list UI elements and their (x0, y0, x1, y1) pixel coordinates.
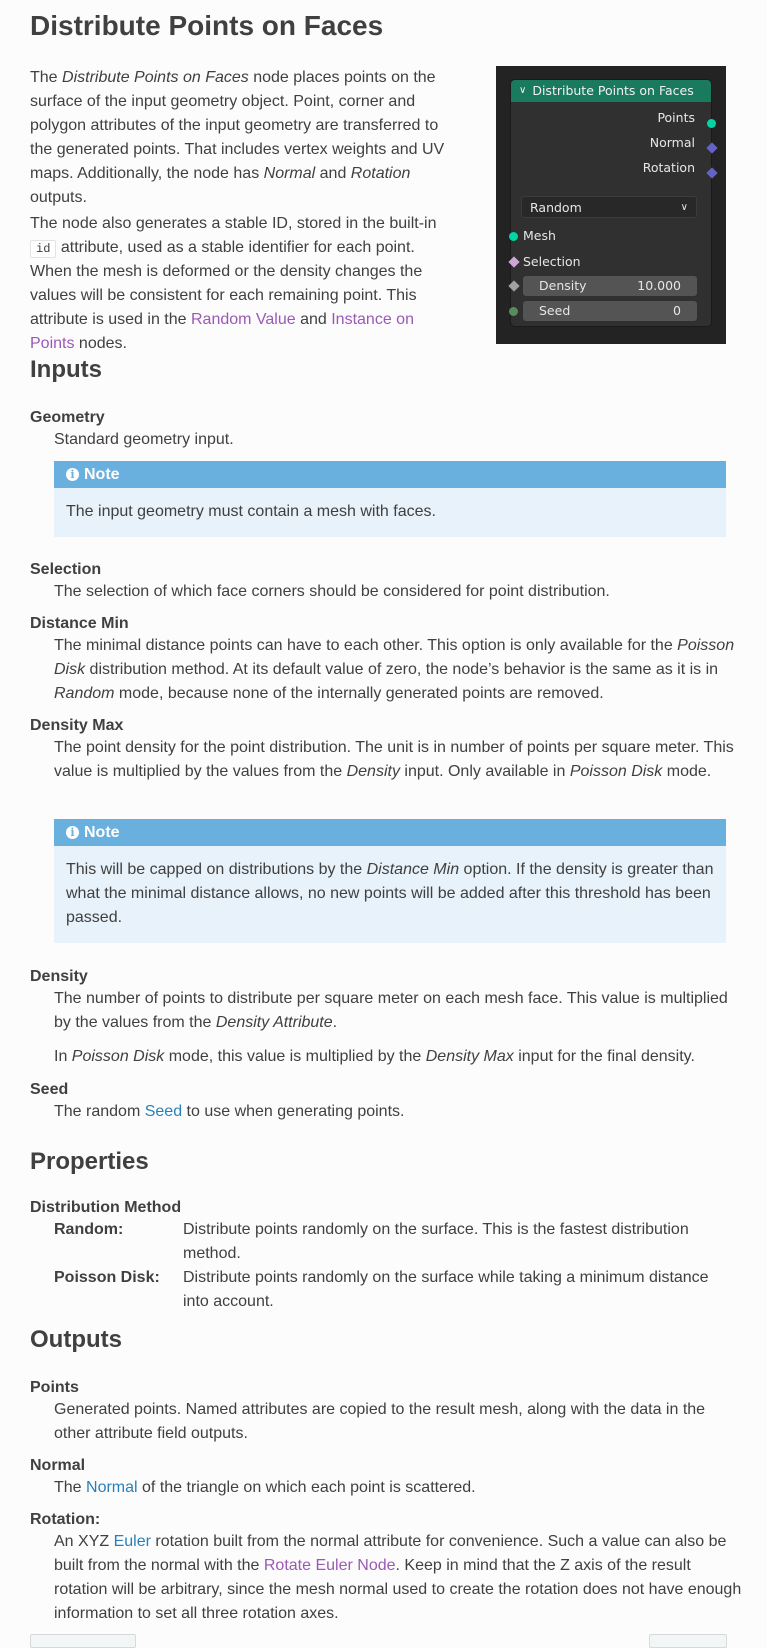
boolean-socket-icon (508, 256, 519, 267)
properties-heading: Properties (30, 1148, 149, 1175)
distribution-mode-dropdown[interactable]: Random ∨ (521, 196, 697, 218)
option-desc-poisson-disk: Distribute points randomly on the surface while taking a minimum distance into account. (183, 1269, 709, 1310)
node-box (511, 80, 711, 326)
term-seed: Seed (30, 1081, 69, 1098)
euler-link[interactable]: Euler (113, 1533, 151, 1550)
previous-button[interactable] (30, 1634, 136, 1648)
float-socket-icon (508, 280, 519, 291)
desc-geometry: Standard geometry input. (54, 431, 234, 448)
term-distance-min: Distance Min (30, 615, 129, 632)
note-body: The input geometry must contain a mesh with faces. (66, 503, 436, 520)
term-normal: Normal (30, 1457, 86, 1474)
intro-paragraph-1: The Distribute Points on Faces node places points on the surface of the input geometry object. Point, corner and polygon attributes of the input geometry are transferred to the generated points. That includes vertex weights and UV maps. Additionally, the node has Normal and Rotation outputs. (30, 69, 445, 206)
instance-on-points-link[interactable]: Instance on Points (30, 311, 414, 352)
option-desc-random: Distribute points randomly on the surface. This is the fastest distribution method. (183, 1221, 689, 1262)
normal-link[interactable]: Normal (86, 1479, 138, 1496)
outputs-heading: Outputs (30, 1326, 122, 1353)
term-rotation: Rotation: (30, 1511, 101, 1528)
term-selection: Selection (30, 561, 102, 578)
vector-socket-icon (706, 142, 717, 153)
input-mesh: Mesh (523, 228, 556, 243)
output-points: Points (657, 110, 695, 125)
vector-socket-icon (706, 167, 717, 178)
desc-normal: The Normal of the triangle on which each point is scattered. (54, 1479, 476, 1496)
output-normal: Normal (649, 135, 695, 150)
rotate-euler-node-link[interactable]: Rotate Euler Node (263, 1557, 396, 1574)
desc-distance-min: The minimal distance points can have to each other. This option is only available for the Poisson Disk distribution method. At its default value of zero, the node’s behavior is the same as it is in Random mode, because none of the internally generated points are removed. (54, 637, 735, 702)
seed-link[interactable]: Seed (144, 1103, 183, 1120)
note-box (54, 461, 726, 537)
chevron-down-icon: ∨ (680, 202, 688, 213)
option-label-poisson-disk: Poisson Disk: (54, 1269, 160, 1286)
chevron-down-icon: ∨ (519, 85, 527, 96)
desc-density-max: The point density for the point distribution. The unit is in number of points per square meter. This value is multiplied by the values from the Density input. Only available in Poisson Disk mode. (54, 739, 734, 780)
desc-selection: The selection of which face corners should be considered for point distribution. (54, 583, 610, 600)
output-rotation: Rotation (642, 160, 695, 175)
random-value-link[interactable]: Random Value (190, 311, 296, 328)
next-button[interactable] (649, 1634, 727, 1648)
integer-socket-icon (509, 307, 518, 316)
node-image (496, 66, 726, 344)
note-box (54, 819, 726, 943)
info-icon: i (66, 826, 79, 839)
geometry-socket-icon (509, 232, 518, 241)
desc-density: The number of points to distribute per square meter on each mesh face. This value is multiplied by the values from the Density Attribute. (54, 990, 728, 1031)
term-distribution-method: Distribution Method (30, 1199, 182, 1216)
seed-field[interactable]: Seed 0 (523, 301, 697, 321)
density-field[interactable]: Density 10.000 (523, 276, 697, 296)
inline-code-id: id (30, 240, 56, 258)
desc-points: Generated points. Named attributes are copied to the result mesh, along with the data in the other attribute field outputs. (54, 1401, 706, 1442)
option-label-random: Random: (54, 1221, 124, 1238)
term-points: Points (30, 1379, 79, 1396)
info-icon: i (66, 468, 79, 481)
term-density: Density (30, 968, 88, 985)
term-geometry: Geometry (30, 409, 105, 426)
inputs-heading: Inputs (30, 356, 102, 383)
note-title: i Note (54, 819, 726, 846)
note-body: This will be capped on distributions by the Distance Min option. If the density is greater than what the minimal distance allows, no new points will be added after this threshold has been passed. (66, 861, 714, 926)
note-title: i Note (54, 461, 726, 488)
intro-paragraph-2: The node also generates a stable ID, stored in the built-in id attribute, used as a stable identifier for each point. When the mesh is deformed or the density changes the values will be consistent for each remaining point. This attribute is used in the Random Value and Instance on Points nodes. (30, 215, 437, 352)
desc-seed: The random Seed to use when generating points. (54, 1103, 405, 1120)
geometry-socket-icon (707, 119, 716, 128)
term-density-max: Density Max (30, 717, 124, 734)
node-header-title: Distribute Points on Faces (532, 83, 694, 98)
page-title: Distribute Points on Faces (30, 10, 384, 41)
input-selection: Selection (523, 254, 581, 269)
desc-rotation: An XYZ Euler rotation built from the normal attribute for convenience. Such a value can also be built from the normal with the Rotate Euler Node. Keep in mind that the Z axis of the result rotation will be arbitrary, since the mesh normal used to create the rotation does not have enough information to set all three rotation axes. (54, 1533, 742, 1622)
node-header (511, 80, 711, 102)
desc-density-poisson: In Poisson Disk mode, this value is multiplied by the Density Max input for the final density. (54, 1048, 695, 1065)
